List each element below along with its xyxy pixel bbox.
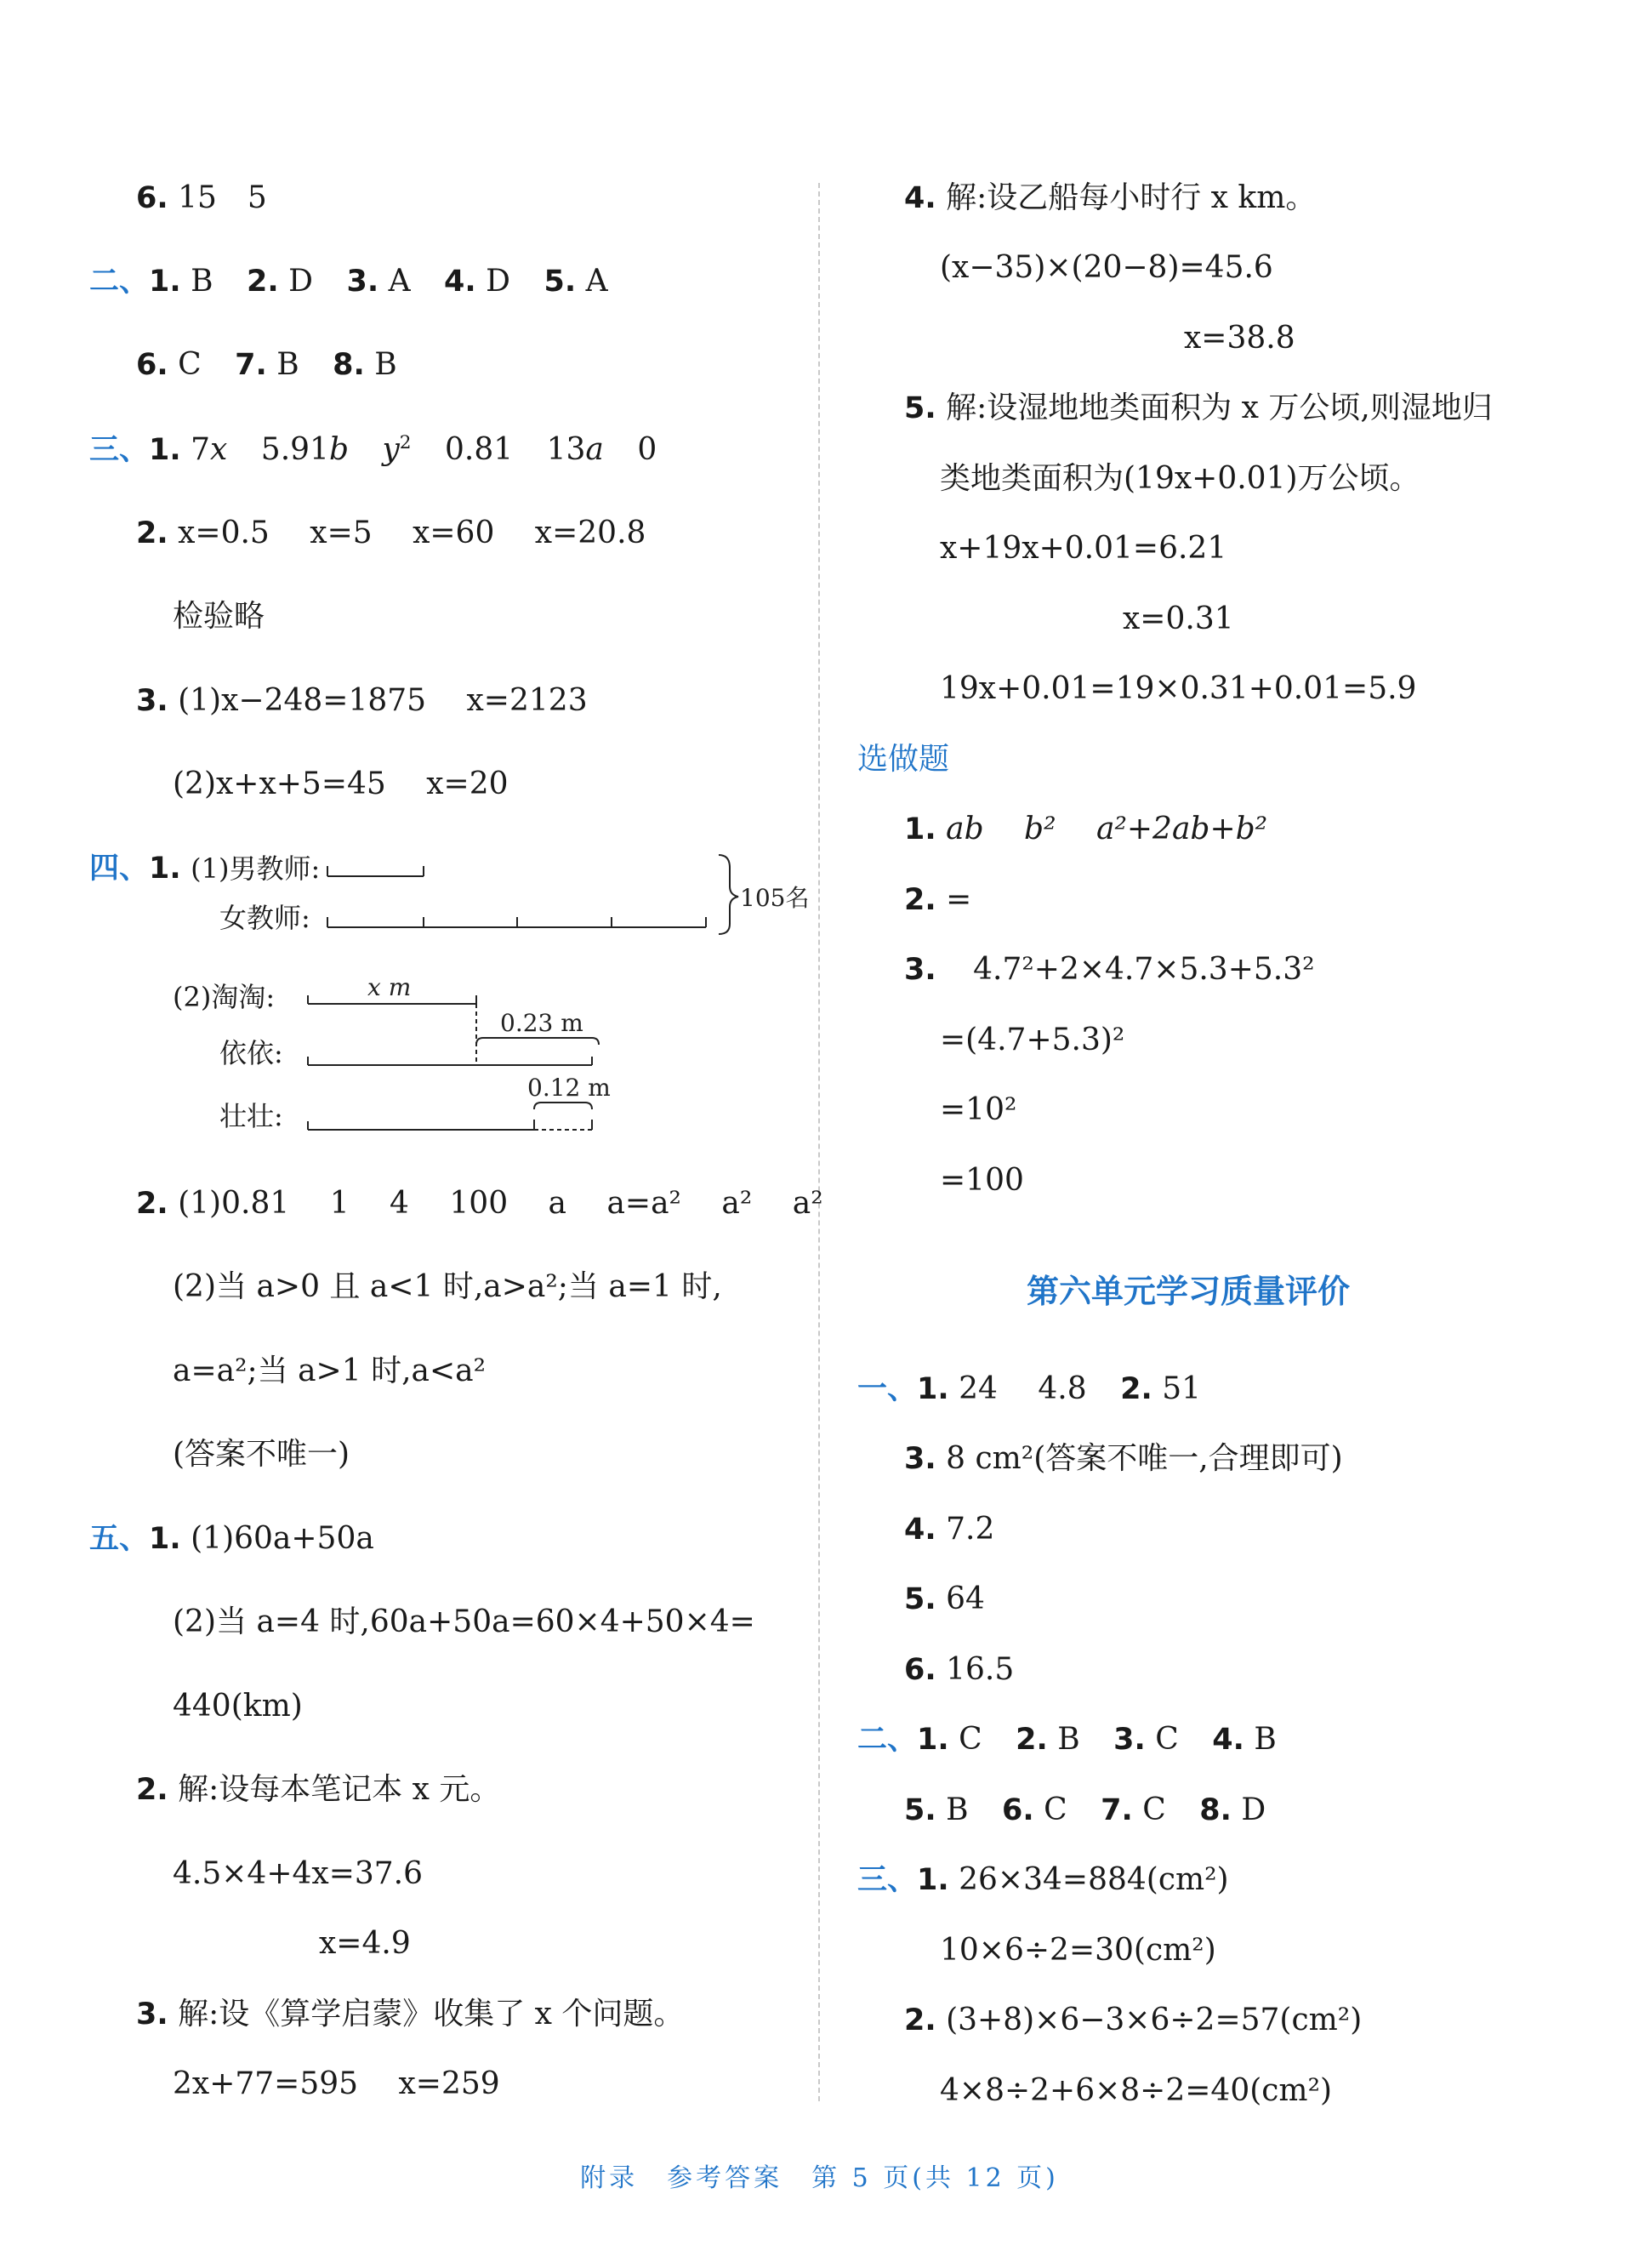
question-number: 5. <box>904 1793 936 1827</box>
total-brace <box>719 855 738 934</box>
question-number: 6. <box>136 181 168 215</box>
question-number: 1. <box>917 1863 949 1897</box>
answer-text: 解:设每本笔记本 x 元。 <box>178 1772 501 1807</box>
zhuangzhuang-label: 壮壮: <box>219 1100 283 1132</box>
left-sec2-row1 <box>89 266 608 297</box>
diff-label-2: 0.12 m <box>527 1074 611 1102</box>
answer-text: x=4.9 <box>319 1926 411 1961</box>
answer-text: a=a²;当 a>1 时,a<a² <box>173 1353 487 1388</box>
question-number: 2. <box>904 883 936 917</box>
question-number: 4. <box>904 1513 936 1547</box>
sub-question-label: (1) <box>191 852 230 885</box>
question-number: 4. <box>904 181 936 215</box>
answer-text: B <box>946 1792 969 1827</box>
answer-text: 4×8÷2+6×8÷2=40(cm²) <box>940 2073 1333 2108</box>
answer-text: B <box>276 347 299 382</box>
answer-text: C <box>1142 1792 1166 1827</box>
answer-part: b <box>328 432 349 467</box>
question-number: 6. <box>1002 1793 1034 1827</box>
answer-text: =100 <box>940 1163 1024 1198</box>
answer-part: 13 <box>546 432 586 467</box>
page-footer: 附录 参考答案 第 5 页(共 12 页) <box>580 2163 1059 2193</box>
section-label: 二、 <box>89 265 150 299</box>
answer-part: 5.91 <box>260 432 329 467</box>
question-number: 3. <box>346 265 379 299</box>
question-number: 2. <box>136 516 168 550</box>
answer-text: B <box>374 347 397 382</box>
answer-text: 16.5 <box>946 1652 1015 1687</box>
question-number: 1. <box>917 1372 949 1406</box>
answer-part: 0 <box>637 432 657 467</box>
left-sec2-row2 <box>136 347 397 382</box>
question-number: 5. <box>543 265 577 299</box>
answer-text: 440(km) <box>173 1689 303 1724</box>
column-divider <box>818 183 820 2101</box>
question-number: 6. <box>904 1653 936 1687</box>
answer-text: (1)x−248=1875 x=2123 <box>178 683 588 718</box>
left-sec3-q1 <box>89 434 657 465</box>
question-number: 1. <box>149 1522 181 1556</box>
question-number: 5. <box>904 1582 936 1616</box>
answer-text: (x−35)×(20−8)=45.6 <box>940 250 1273 285</box>
diff-label-1: 0.23 m <box>500 1009 583 1037</box>
answer-note: 检验略 <box>173 599 265 634</box>
answer-text: D <box>1241 1792 1266 1827</box>
question-number: 8. <box>1199 1793 1232 1827</box>
right-u6-q6 <box>904 1652 1015 1687</box>
answer-text: 类地类面积为(19x+0.01)万公顷。 <box>940 461 1420 496</box>
question-number: 2. <box>136 1773 168 1807</box>
section-label: 三、 <box>89 433 150 467</box>
question-number: 3. <box>904 953 936 987</box>
answer-text: A <box>585 264 608 299</box>
diff-brace-2 <box>534 1103 592 1109</box>
question-number: 3. <box>1113 1723 1146 1757</box>
answer-text: 24 4.8 <box>959 1371 1087 1406</box>
question-number: 8. <box>333 348 365 382</box>
question-number: 2. <box>1016 1723 1048 1757</box>
answer-text: 2x+77=595 x=259 <box>173 2066 500 2101</box>
right-opt-q2 <box>904 882 972 917</box>
answer-text: x=0.31 <box>1123 601 1234 636</box>
right-q5a <box>904 390 1493 425</box>
diff-brace-1 <box>476 1038 599 1045</box>
answer-text: B <box>191 264 213 299</box>
xm-label: x m <box>367 973 412 1001</box>
answer-part: 0.81 <box>445 432 514 467</box>
answer-text: =10² <box>940 1092 1017 1127</box>
unit6-title: 第六单元学习质量评价 <box>1027 1273 1351 1310</box>
right-opt-q3a <box>904 954 1315 985</box>
question-number: 1. <box>149 265 181 299</box>
left-sec3-q3a <box>136 683 588 718</box>
answer-part: 7 <box>191 432 211 467</box>
left-q6-line <box>136 180 267 215</box>
optional-section-title: 选做题 <box>857 742 950 777</box>
answer-text: C <box>959 1722 982 1757</box>
right-u6-sec3-q1a <box>857 1862 1229 1897</box>
teacher-bar-diagram <box>323 851 817 936</box>
answer-text: (2)当 a>0 且 a<1 时,a>a²;当 a=1 时, <box>173 1269 722 1304</box>
male-teacher-label: 男教师: <box>229 852 321 885</box>
answer-text: 解:设《算学启蒙》收集了 x 个问题。 <box>178 1997 685 2032</box>
answer-text: B <box>1254 1722 1277 1757</box>
answer-text: 8 cm²(答案不唯一,合理即可) <box>946 1441 1343 1476</box>
yiyi-label: 依依: <box>219 1037 283 1069</box>
answer-part: a <box>585 432 604 467</box>
right-u6-q4 <box>904 1514 994 1545</box>
right-u6-sec2-row2 <box>904 1792 1266 1827</box>
question-number: 2. <box>247 265 279 299</box>
answer-note: (答案不唯一) <box>173 1437 350 1472</box>
answer-text: 解:设乙船每小时行 x km。 <box>946 180 1317 215</box>
answer-text: x=38.8 <box>1184 321 1295 356</box>
right-u6-q3 <box>904 1441 1343 1476</box>
answer-text: C <box>1155 1722 1179 1757</box>
right-q4a <box>904 180 1317 215</box>
sub-question-label: (2) <box>173 981 212 1013</box>
question-number: 4. <box>1212 1723 1244 1757</box>
answer-text: B <box>1057 1722 1080 1757</box>
answer-text: 19x+0.01=19×0.31+0.01=5.9 <box>940 671 1417 706</box>
answer-part: x <box>210 432 228 467</box>
answer-text: D <box>288 264 314 299</box>
total-label: 105名 <box>740 884 810 912</box>
answer-text: C <box>178 347 202 382</box>
question-number: 3. <box>136 1997 168 2032</box>
question-number: 2. <box>904 2003 936 2037</box>
answer-text: 4.5×4+4x=37.6 <box>173 1856 424 1891</box>
left-sec3-q2 <box>136 518 646 549</box>
left-sec4-q2a <box>136 1188 823 1219</box>
female-teacher-label: 女教师: <box>219 902 310 934</box>
question-number: 7. <box>1101 1793 1133 1827</box>
answer-text: ab b² a²+2ab+b² <box>946 812 1268 846</box>
question-number: 1. <box>149 433 181 467</box>
answer-text: (2)当 a=4 时,60a+50a=60×4+50×4= <box>173 1604 755 1639</box>
left-sec4-q1-head <box>89 853 320 884</box>
answer-text: 4.7²+2×4.7×5.3+5.3² <box>973 952 1315 987</box>
answer-text: (1)0.81 1 4 100 a a=a² a² a² <box>178 1186 823 1221</box>
question-number: 3. <box>136 684 168 718</box>
answer-text: (1)60a+50a <box>191 1521 374 1556</box>
question-number: 1. <box>917 1723 949 1757</box>
answer-text: x+19x+0.01=6.21 <box>940 531 1227 566</box>
section-label: 二、 <box>857 1723 918 1757</box>
taotao-label: 淘淘: <box>211 981 276 1013</box>
answer-text: 10×6÷2=30(cm²) <box>940 1933 1216 1968</box>
section-label: 五、 <box>89 1522 150 1556</box>
section-label: 四、 <box>89 852 150 886</box>
right-u6-q5 <box>904 1581 985 1616</box>
answer-text: 7.2 <box>946 1512 995 1547</box>
answer-text: 26×34=884(cm²) <box>959 1862 1229 1897</box>
question-number: 7. <box>235 348 267 382</box>
answer-text: A <box>388 264 411 299</box>
left-sec5-q1a <box>89 1521 374 1556</box>
answer-text: 15 5 <box>178 180 267 215</box>
left-sec5-q3a <box>136 1999 684 2030</box>
answer-text: 64 <box>946 1581 985 1616</box>
section-label: 一、 <box>857 1372 918 1406</box>
left-sec5-q2a <box>136 1772 501 1807</box>
height-bar-diagram <box>306 970 612 1140</box>
answer-text: C <box>1044 1792 1067 1827</box>
question-number: 5. <box>904 391 936 425</box>
right-opt-q1 <box>904 814 1267 845</box>
right-u6-sec2-row1 <box>857 1724 1277 1755</box>
answer-text: =(4.7+5.3)² <box>940 1023 1125 1057</box>
question-number: 6. <box>136 348 168 382</box>
right-u6-sec3-q2a <box>904 2005 1362 2036</box>
question-number: 1. <box>149 852 181 886</box>
answer-text: x=0.5 x=5 x=60 x=20.8 <box>178 516 646 550</box>
answer-text: = <box>946 882 972 917</box>
section-label: 三、 <box>857 1863 918 1897</box>
question-number: 2. <box>136 1187 168 1221</box>
left-sec4-q1-p2 <box>173 983 275 1011</box>
question-number: 1. <box>904 812 936 846</box>
answer-part: 2 <box>399 432 412 453</box>
question-number: 3. <box>904 1442 936 1476</box>
right-u6-sec1-row1 <box>857 1371 1202 1406</box>
question-number: 2. <box>1120 1372 1152 1406</box>
answer-text: D <box>486 264 511 299</box>
question-number: 4. <box>444 265 476 299</box>
answer-part: y <box>382 432 400 467</box>
answer-text: (3+8)×6−3×6÷2=57(cm²) <box>946 2003 1363 2037</box>
answer-text: (2)x+x+5=45 x=20 <box>173 766 509 801</box>
answer-text: 解:设湿地地类面积为 x 万公顷,则湿地归 <box>946 390 1493 425</box>
answer-text: 51 <box>1162 1371 1202 1406</box>
